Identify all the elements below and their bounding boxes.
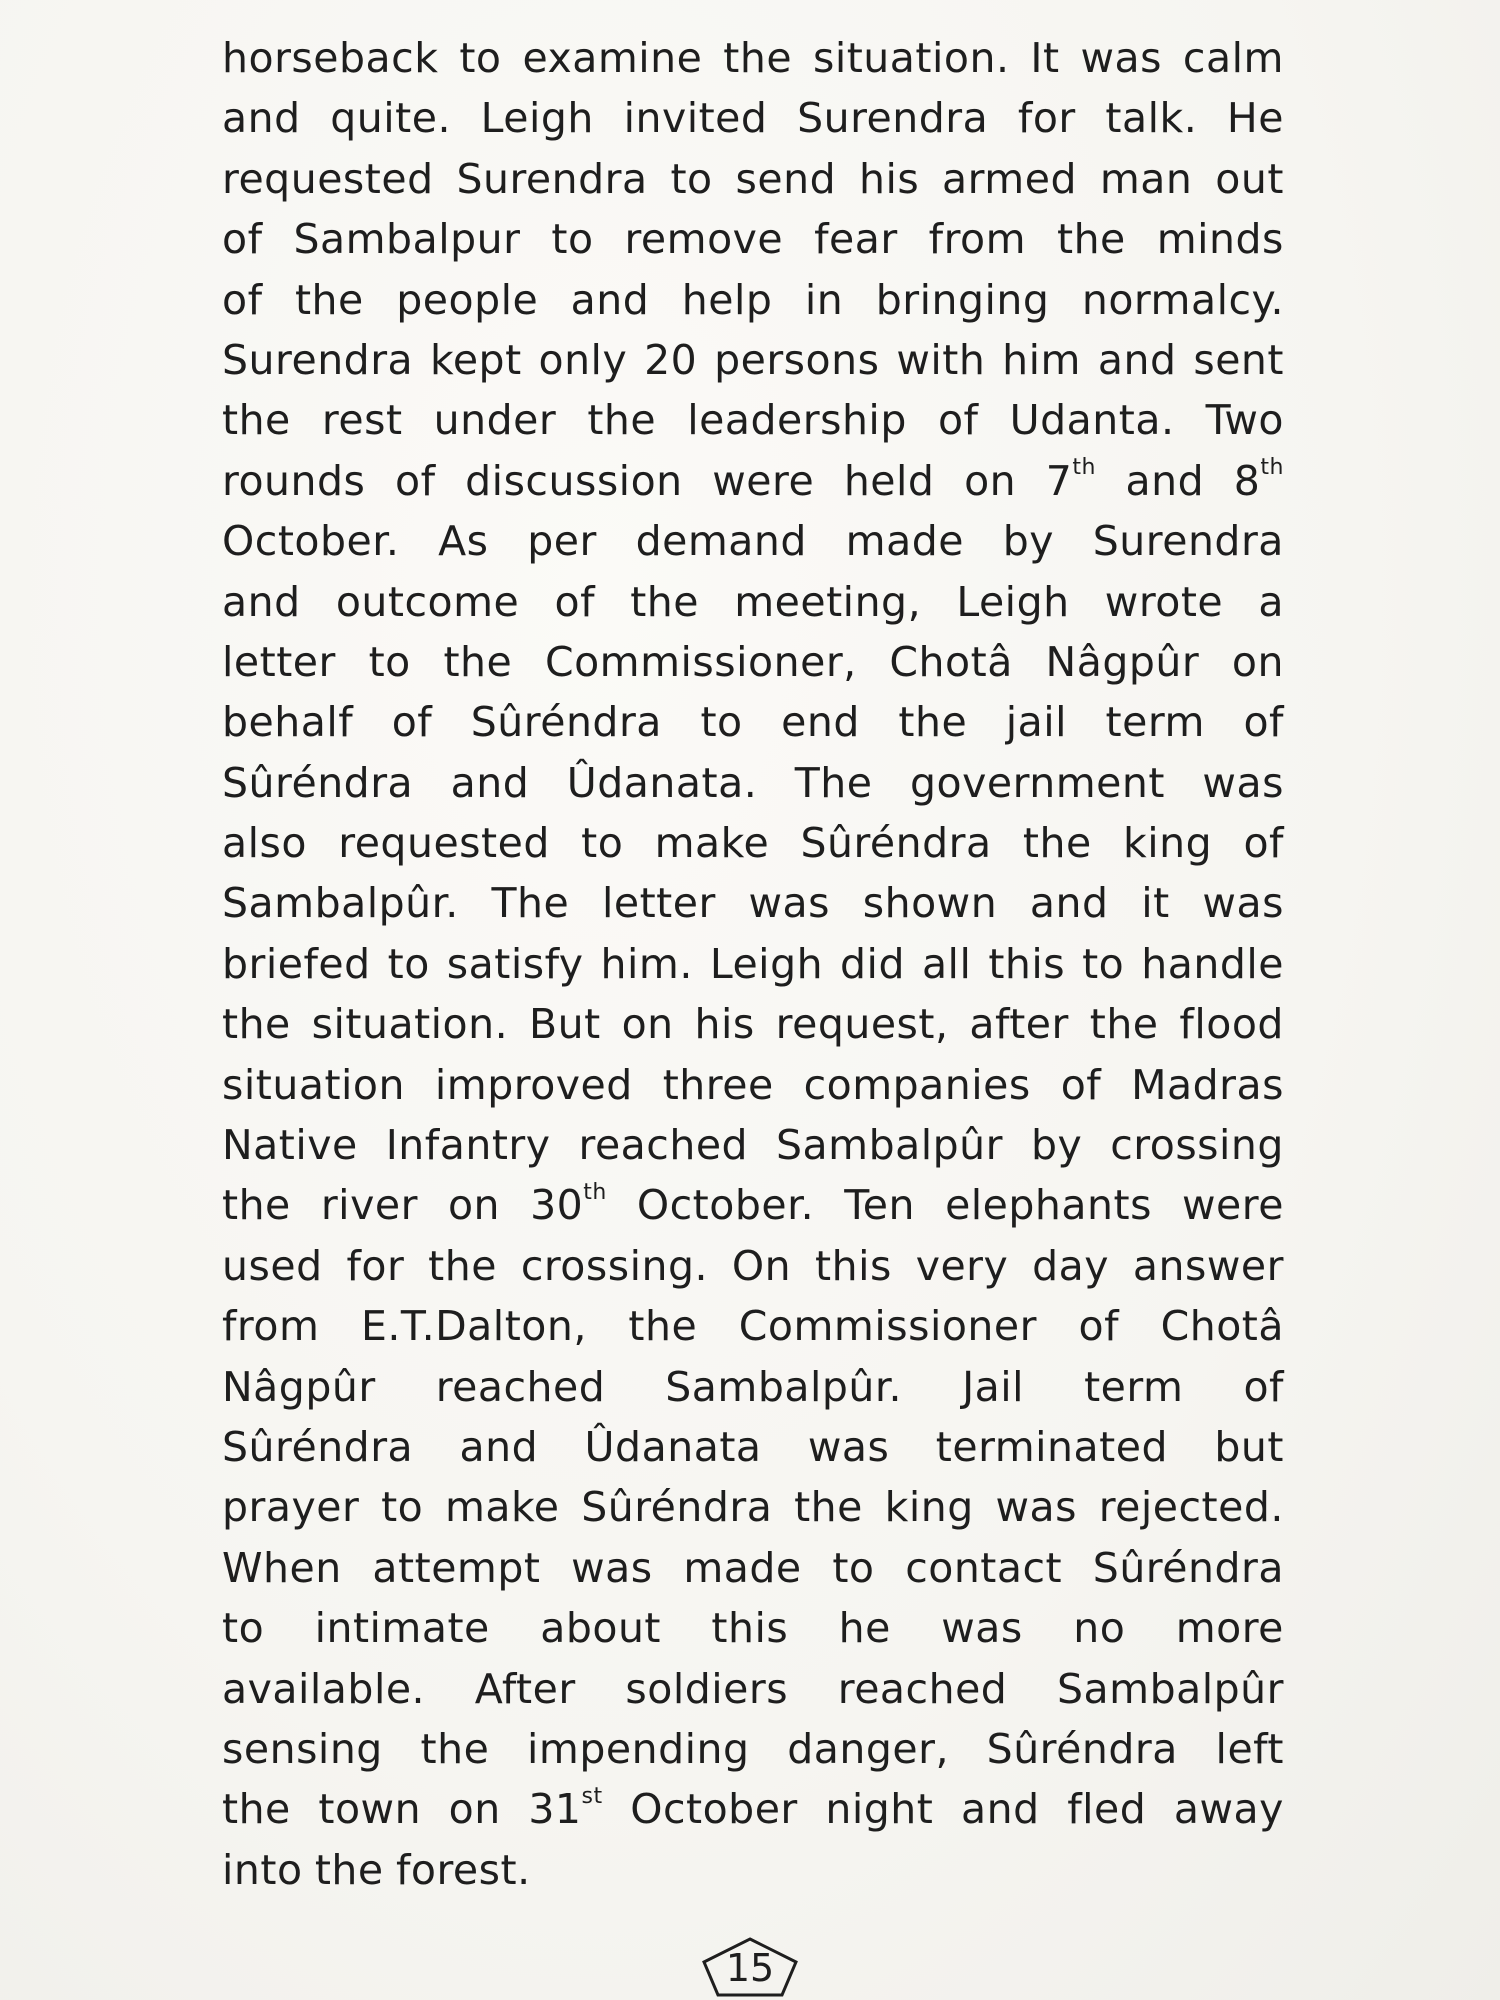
word: king [884,1483,974,1532]
word: Sûréndra [1092,1543,1284,1592]
word: in [804,275,844,324]
word: term [1084,1362,1184,1411]
word: for [346,1241,405,1290]
word: with [896,335,986,384]
word: were [1182,1181,1284,1230]
word: of [1243,698,1284,747]
text-line [222,88,1284,148]
word: was [571,1543,653,1592]
word: all [921,939,972,988]
word: and [222,577,301,626]
word: Chotâ [889,637,1013,686]
word: request, [775,1000,949,1049]
word: invited [623,94,768,143]
word: 31st [528,1783,603,1834]
word: briefed [222,939,371,988]
word: Surendra [222,335,414,384]
word: the [794,1483,863,1532]
word: used [222,1241,323,1290]
word: Nâgpûr [1045,637,1200,686]
word: of [1078,1302,1120,1351]
word: the [222,1000,291,1049]
word: to [459,34,502,82]
word: fled [1067,1785,1147,1834]
word: Commissioner, [544,637,857,686]
word: forest. [395,1845,531,1894]
word: situation. [812,34,1010,82]
word: and [459,1422,539,1471]
word: handle [1141,939,1284,988]
word: this [988,939,1066,988]
word: letter [222,637,336,686]
word: away [1173,1785,1284,1834]
word: letter [601,879,716,928]
word: the [222,1785,291,1834]
word: government [909,758,1165,807]
text-line [222,1115,1284,1175]
word: sensing [222,1724,383,1773]
word: to [832,1543,875,1592]
word: Nâgpûr [222,1362,376,1411]
word: As [438,517,489,566]
word: intimate [314,1604,490,1653]
word: of [395,456,436,505]
word: did [840,939,905,988]
word: soldiers [625,1664,789,1713]
word: to [381,1483,424,1532]
word: remove [624,215,784,264]
word: Ûdanata [584,1422,762,1471]
word: October [630,1785,798,1834]
word: after [969,1000,1069,1049]
word: king [1123,819,1213,868]
word: man [1099,154,1193,203]
word: Leigh [956,577,1070,626]
text-line [222,511,1284,571]
word: discussion [465,456,683,505]
word: requested [222,154,434,203]
word: jail [1005,698,1068,747]
word: town [318,1785,422,1834]
word: armed [942,154,1077,203]
word: rest [321,396,403,445]
word: contact [905,1543,1063,1592]
text-line [222,632,1284,692]
word: people [396,275,539,324]
word: the [428,1241,497,1290]
word: of [554,577,596,626]
word: rounds [222,456,366,505]
word: Sambalpûr [776,1121,1004,1170]
word: Sambalpûr [1056,1664,1284,1713]
word: only [538,335,628,384]
word: On [731,1241,792,1290]
word: But [529,1000,601,1049]
word: to [700,698,743,747]
word: flood [1179,1000,1284,1049]
body-text [222,28,1284,1900]
word: 20 [644,335,698,384]
word: Sûréndra [222,758,414,807]
text-line [222,994,1284,1054]
word: leadership [687,396,907,445]
word: and [450,758,530,807]
word: After [474,1664,576,1713]
word: fear [814,215,898,264]
word: Commissioner [738,1302,1037,1351]
word: three [662,1060,774,1109]
word: impending [527,1724,750,1773]
word: was [995,1483,1077,1532]
word: him [1002,335,1081,384]
word: was [1080,34,1163,82]
text-line [222,934,1284,994]
word: prayer [222,1483,360,1532]
word: wrote [1104,577,1224,626]
word: bringing [875,275,1050,324]
word: It [1030,34,1060,82]
word: Sambalpur [293,215,521,264]
word: this [711,1604,789,1653]
word: the [222,396,291,445]
word: rejected. [1098,1483,1284,1532]
word: The [794,758,873,807]
word: satisfy [446,939,584,988]
text-line [222,270,1284,330]
word: under [433,396,557,445]
word: to [387,939,430,988]
text-line [222,873,1284,933]
word: and [1125,456,1205,505]
word: Sambalpûr. [222,879,459,928]
word: shown [862,879,998,928]
text-line [222,390,1284,450]
word: horseback [222,34,439,82]
word: Sûréndra [986,1724,1178,1773]
word: of [937,396,979,445]
word: it [1141,879,1170,928]
word: to [551,215,594,264]
word: the [630,577,700,626]
word: the [294,275,364,324]
word: from [222,1302,320,1351]
word: situation [222,1060,405,1109]
word: the [420,1724,490,1773]
word: to [581,819,624,868]
word: the [222,1181,291,1230]
word: the [723,34,793,82]
text-line [222,1417,1284,1477]
word: crossing. [520,1241,709,1290]
text-line [222,1175,1284,1235]
word: kept [430,335,522,384]
word: reached [578,1121,749,1170]
word: The [491,879,570,928]
word: made [683,1543,802,1592]
text-line [222,1598,1284,1658]
word: to [368,637,411,686]
word: by [1002,517,1055,566]
word: attempt [372,1543,541,1592]
word: Infantry [385,1121,551,1170]
word: Native [222,1121,358,1170]
word: and [1097,335,1177,384]
word: a [1258,577,1284,626]
word: help [681,275,773,324]
word: answer [1132,1241,1284,1290]
word: of [391,698,433,747]
word: Chotâ [1160,1302,1284,1351]
word: quite. [330,94,452,143]
text-line [222,1357,1284,1417]
word: Sambalpûr. [665,1362,903,1411]
word: made [845,517,964,566]
word: was [748,879,831,928]
word: of [1243,819,1284,868]
word: on [621,1000,674,1049]
word: sent [1193,335,1284,384]
word: improved [434,1060,633,1109]
word: per [527,517,597,566]
word: companies [803,1060,1031,1109]
word: reached [435,1362,606,1411]
word: crossing [1110,1121,1284,1170]
text-line [222,753,1284,813]
word: left [1215,1724,1284,1773]
word: were [712,456,815,505]
word: and [1029,879,1109,928]
word: October. [222,517,400,566]
text-line [222,572,1284,632]
text-line [222,1840,1284,1900]
text-line [222,28,1284,88]
word: reached [837,1664,1008,1713]
word: 7th [1045,455,1096,505]
word: Madras [1131,1060,1284,1109]
word: send [735,154,837,203]
word: was [1202,758,1284,807]
word: the [1022,819,1092,868]
word: the [898,698,968,747]
word: behalf [222,698,354,747]
word: Surendra [797,94,989,143]
word: Sûréndra [581,1483,773,1532]
word: Leigh [480,94,594,143]
word: of [222,215,263,264]
word: night [825,1785,934,1834]
word: 8th [1233,455,1284,505]
word: Sûréndra [470,698,662,747]
word: about [540,1604,661,1653]
word: by [1030,1121,1083,1170]
word: and [960,1785,1040,1834]
text-line [222,1296,1284,1356]
word: Two [1205,396,1284,445]
word: and [570,275,650,324]
word: Ten [844,1181,916,1230]
word: E.T.Dalton, [360,1302,587,1351]
word: When [222,1543,342,1592]
word: this [815,1241,892,1290]
word: for [1017,94,1076,143]
text-line [222,1477,1284,1537]
word: river [320,1181,418,1230]
word: held [843,456,935,505]
word: to [670,154,713,203]
word: Udanta. [1009,396,1175,445]
word: meeting, [734,577,922,626]
text-line [222,330,1284,390]
word: to [1082,939,1125,988]
page-number-badge [696,1936,804,1998]
word: also [222,819,307,868]
text-line [222,1236,1284,1296]
word: situation. [311,1000,509,1049]
word: on [964,456,1017,505]
word: Surendra [1092,517,1284,566]
word: normalcy. [1081,275,1284,324]
word: on [447,1181,501,1230]
word: out [1215,154,1284,203]
word: his [694,1000,755,1049]
word: of [222,275,263,324]
word: from [928,215,1027,264]
word: Leigh [709,939,824,988]
word: persons [714,335,880,384]
word: Surendra [456,154,648,203]
word: the [587,396,657,445]
word: the [314,1845,384,1894]
word: of [1060,1060,1102,1109]
word: more [1175,1604,1284,1653]
word: He [1226,94,1284,143]
word: was [807,1422,890,1471]
word: make [444,1483,560,1532]
word: day [1032,1241,1110,1290]
word: talk. [1105,94,1198,143]
word: requested [338,819,550,868]
text-line [222,692,1284,752]
text-line [222,451,1284,511]
word: of [1243,1362,1284,1411]
word: examine [522,34,703,82]
word: the [1057,215,1126,264]
word: he [838,1604,891,1653]
word: minds [1156,215,1284,264]
word: was [941,1604,1023,1653]
word: Sûréndra [800,819,992,868]
word: on [448,1785,501,1834]
word: his [858,154,920,203]
word: make [654,819,770,868]
word: very [915,1241,1009,1290]
word: elephants [945,1181,1152,1230]
word: and [222,94,301,143]
text-line [222,813,1284,873]
text-line [222,1055,1284,1115]
word: danger, [787,1724,949,1773]
word: calm [1182,34,1284,82]
word: him. [600,939,693,988]
word: the [443,637,513,686]
page-number: 15 [725,1946,775,1990]
text-line [222,149,1284,209]
word: Ûdanata. [566,758,758,807]
word: the [1089,1000,1159,1049]
word: but [1214,1422,1284,1471]
text-line [222,209,1284,269]
word: Jail [962,1362,1025,1411]
word: on [1231,637,1284,686]
word: Sûréndra [222,1422,414,1471]
word: demand [635,517,807,566]
word: 30th [530,1179,607,1230]
word: no [1073,1604,1126,1653]
word: October. [636,1181,815,1230]
word: term [1105,698,1205,747]
word: outcome [335,577,520,626]
word: end [781,698,860,747]
word: the [628,1302,698,1351]
text-line [222,1538,1284,1598]
text-line [222,1719,1284,1779]
word: was [1202,879,1284,928]
word: to [222,1604,265,1653]
word: available. [222,1664,426,1713]
text-line [222,1779,1284,1839]
word: terminated [935,1422,1168,1471]
word: into [222,1845,303,1894]
text-line [222,1659,1284,1719]
